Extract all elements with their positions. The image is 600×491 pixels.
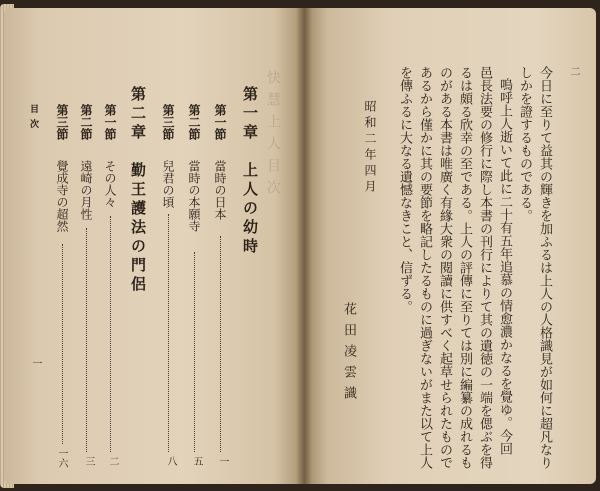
ch1-sec1-label: 第一節 [213, 104, 227, 140]
ch1-sec3-leader [168, 214, 169, 452]
faint-show-through-title: 快慧上人目次 [265, 70, 281, 202]
ch1-sec2-label: 第二節 [187, 104, 201, 140]
ch1-sec2-title: 當時の本願寺 [187, 160, 201, 232]
preface-line-3: 嗚呼上人逝いて此に二十有五年追慕の情愈濃かなるを覺ゆ。今回 [497, 78, 512, 455]
ch2-sec2-page: 三 [83, 456, 94, 466]
ch2-sec3-leader [62, 244, 63, 444]
right-page-number: 二 [568, 66, 579, 76]
chapter2-label: 第二章 [129, 86, 147, 143]
left-page-number: 一 [30, 358, 41, 368]
ch2-sec1-leader [110, 216, 111, 452]
right-page-preface [304, 8, 596, 484]
ch2-sec3-page: 一六 [56, 448, 67, 468]
ch1-sec3-label: 第三節 [161, 104, 175, 140]
chapter1-title: 上人の幼時 [241, 162, 259, 257]
running-header: 目次 [28, 104, 38, 134]
preface-line-2: しかを證するものである。 [517, 66, 532, 222]
ch1-sec1-page: 一 [217, 456, 228, 466]
preface-line-1: 今日に至りて益其の輝きを加ふるは上人の人格識見が如何に超凡なり [537, 66, 552, 469]
ch2-sec3-label: 第三節 [55, 104, 69, 140]
preface-date: 昭和二年四月 [363, 100, 377, 196]
ch2-sec2-label: 第二節 [79, 104, 93, 140]
ch2-sec1-page: 二 [107, 456, 118, 466]
ch1-sec3-page: 八 [165, 456, 176, 466]
preface-author: 花田凌雲識 [341, 302, 356, 407]
preface-line-8: を傳ふるに大なる遺憾なきこと、信ずる。 [397, 66, 412, 313]
preface-line-4: 邑長法要の修行に際し本書の刊行によりて其の遺徳の一端を偲ぶを得 [477, 66, 492, 469]
ch1-sec2-page: 五 [191, 456, 202, 466]
ch1-sec1-title: 當時の日本 [213, 160, 227, 220]
book-gutter [296, 8, 312, 484]
ch1-sec1-leader [220, 236, 221, 452]
ch2-sec1-label: 第一節 [103, 104, 117, 140]
chapter1-label: 第一章 [241, 86, 259, 143]
preface-line-5: るは頗る欣幸の至である。上人の評傳に至りては別に編纂の成れるも [457, 66, 472, 469]
ch2-sec3-title: 覺成寺の超然 [55, 160, 69, 232]
ch2-sec2-title: 遠崎の月性 [79, 160, 93, 220]
preface-line-7: あるから僅かに其の要節を略記したるものに過ぎないがまた以て上人 [417, 66, 432, 469]
ch1-sec3-title: 兒君の頃 [161, 160, 175, 208]
left-page-contents [4, 8, 304, 484]
ch1-sec2-leader [194, 252, 195, 452]
ch2-sec2-leader [86, 228, 87, 452]
chapter2-title: 勤王護法の門侶 [129, 162, 147, 295]
ch2-sec1-title: その人々 [103, 160, 117, 208]
preface-line-6: のがある本書は唯廣く有緣大衆の閱讀に供すべく起草せられたもので [437, 66, 452, 469]
